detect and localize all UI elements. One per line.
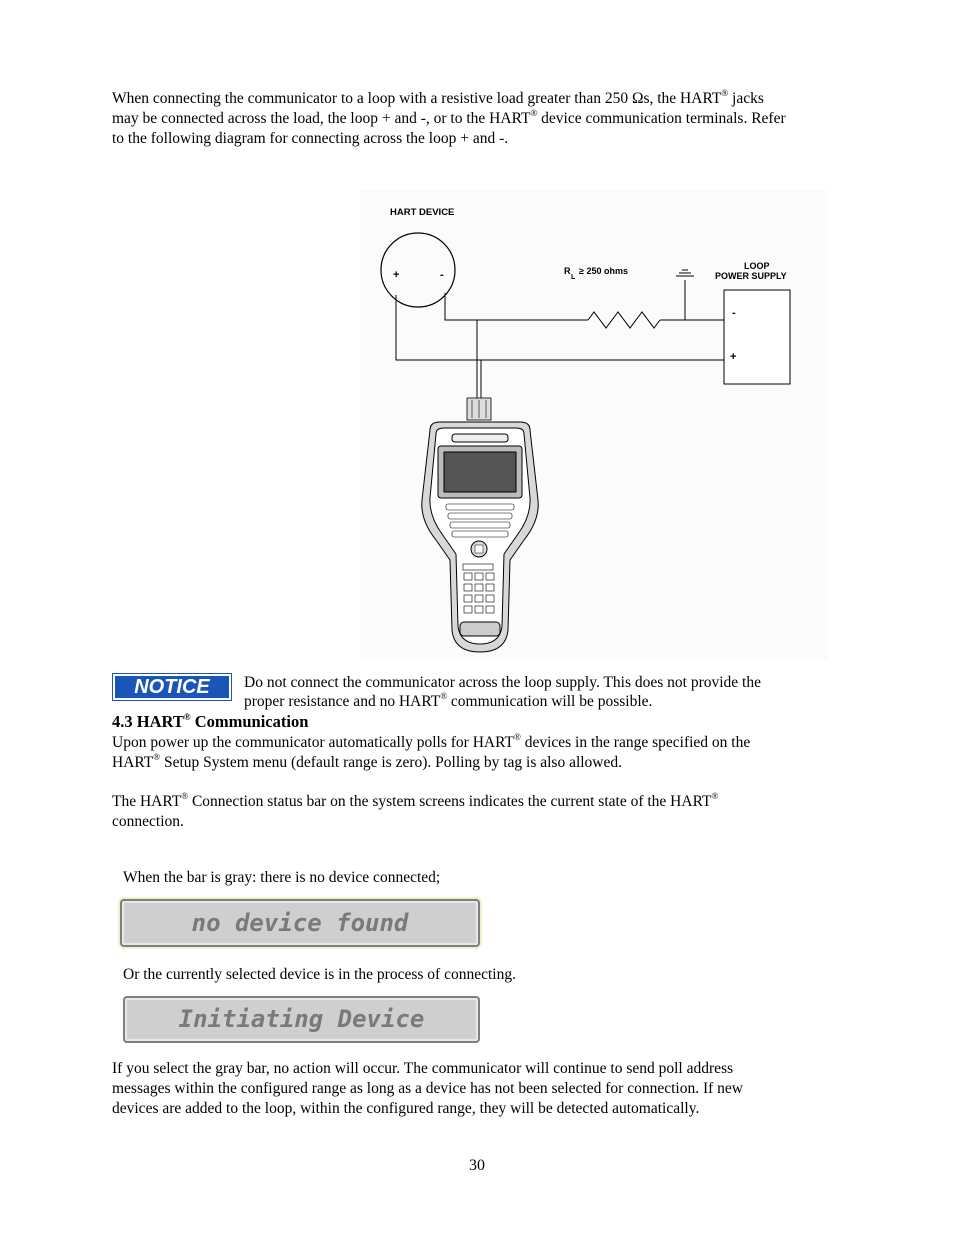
device-minus-terminal: - (440, 269, 444, 281)
power-supply-box (724, 290, 790, 384)
wiring-diagram-svg (360, 190, 828, 660)
behavior-line-2: messages within the configured range as long as a device has not been selected for connection. If new (112, 1080, 743, 1097)
no-device-found-label: no device found (191, 909, 409, 937)
behavior-line-3: devices are added to the loop, within the configured range, they will be detected automatically. (112, 1100, 700, 1117)
intro-line-3: to the following diagram for connecting across the loop + and -. (112, 130, 509, 147)
intro-line-2: may be connected across the load, the loop + and -, or to the HART® device communication terminals. Refer (112, 108, 786, 127)
resistor-label-sub: L (571, 274, 576, 281)
hart-device-label: HART DEVICE (390, 207, 455, 218)
polling-paragraph (112, 733, 872, 773)
page-number: 30 (469, 1157, 485, 1174)
resistor-label-value: ≥ 250 ohms (579, 266, 628, 276)
gray-bar-caption: When the bar is gray: there is no device connected; (123, 869, 441, 886)
initiating-device-bar[interactable] (123, 996, 480, 1043)
notice-line-1: Do not connect the communicator across the loop supply. This does not provide the (244, 674, 761, 691)
section-heading: 4.3 HART® Communication (112, 712, 309, 731)
status-bar-paragraph (112, 792, 872, 832)
loop-label: LOOP (744, 261, 770, 271)
gray-bar-behavior-paragraph (112, 1059, 872, 1119)
supply-plus-terminal: + (730, 351, 737, 363)
connecting-caption: Or the currently selected device is in the process of connecting. (123, 966, 516, 983)
behavior-line-1: If you select the gray bar, no action will occur. The communicator will continue to send poll address (112, 1060, 734, 1077)
resistor-label-r: R (564, 266, 571, 276)
notice-text (244, 673, 844, 711)
power-supply-label: POWER SUPPLY (715, 271, 787, 281)
status-line-1: The HART® Connection status bar on the system screens indicates the current state of the HART® (112, 791, 719, 810)
notice-badge: NOTICE (112, 673, 232, 701)
no-device-found-bar[interactable] (120, 899, 480, 947)
initiating-device-label: Initiating Device (178, 1005, 425, 1033)
notice-line-2: proper resistance and no HART® communication will be possible. (244, 691, 653, 710)
status-line-2: connection. (112, 813, 184, 830)
wiring-diagram (360, 190, 828, 660)
supply-minus-terminal: - (732, 307, 736, 319)
polling-line-2: HART® Setup System menu (default range is zero). Polling by tag is also allowed. (112, 752, 623, 771)
intro-paragraph (112, 89, 872, 149)
intro-line-1: When connecting the communicator to a loop with a resistive load greater than 250 Ωs, the HART® jacks (112, 88, 764, 107)
device-plus-terminal: + (393, 269, 400, 281)
polling-line-1: Upon power up the communicator automatically polls for HART® devices in the range specified on the (112, 732, 751, 751)
